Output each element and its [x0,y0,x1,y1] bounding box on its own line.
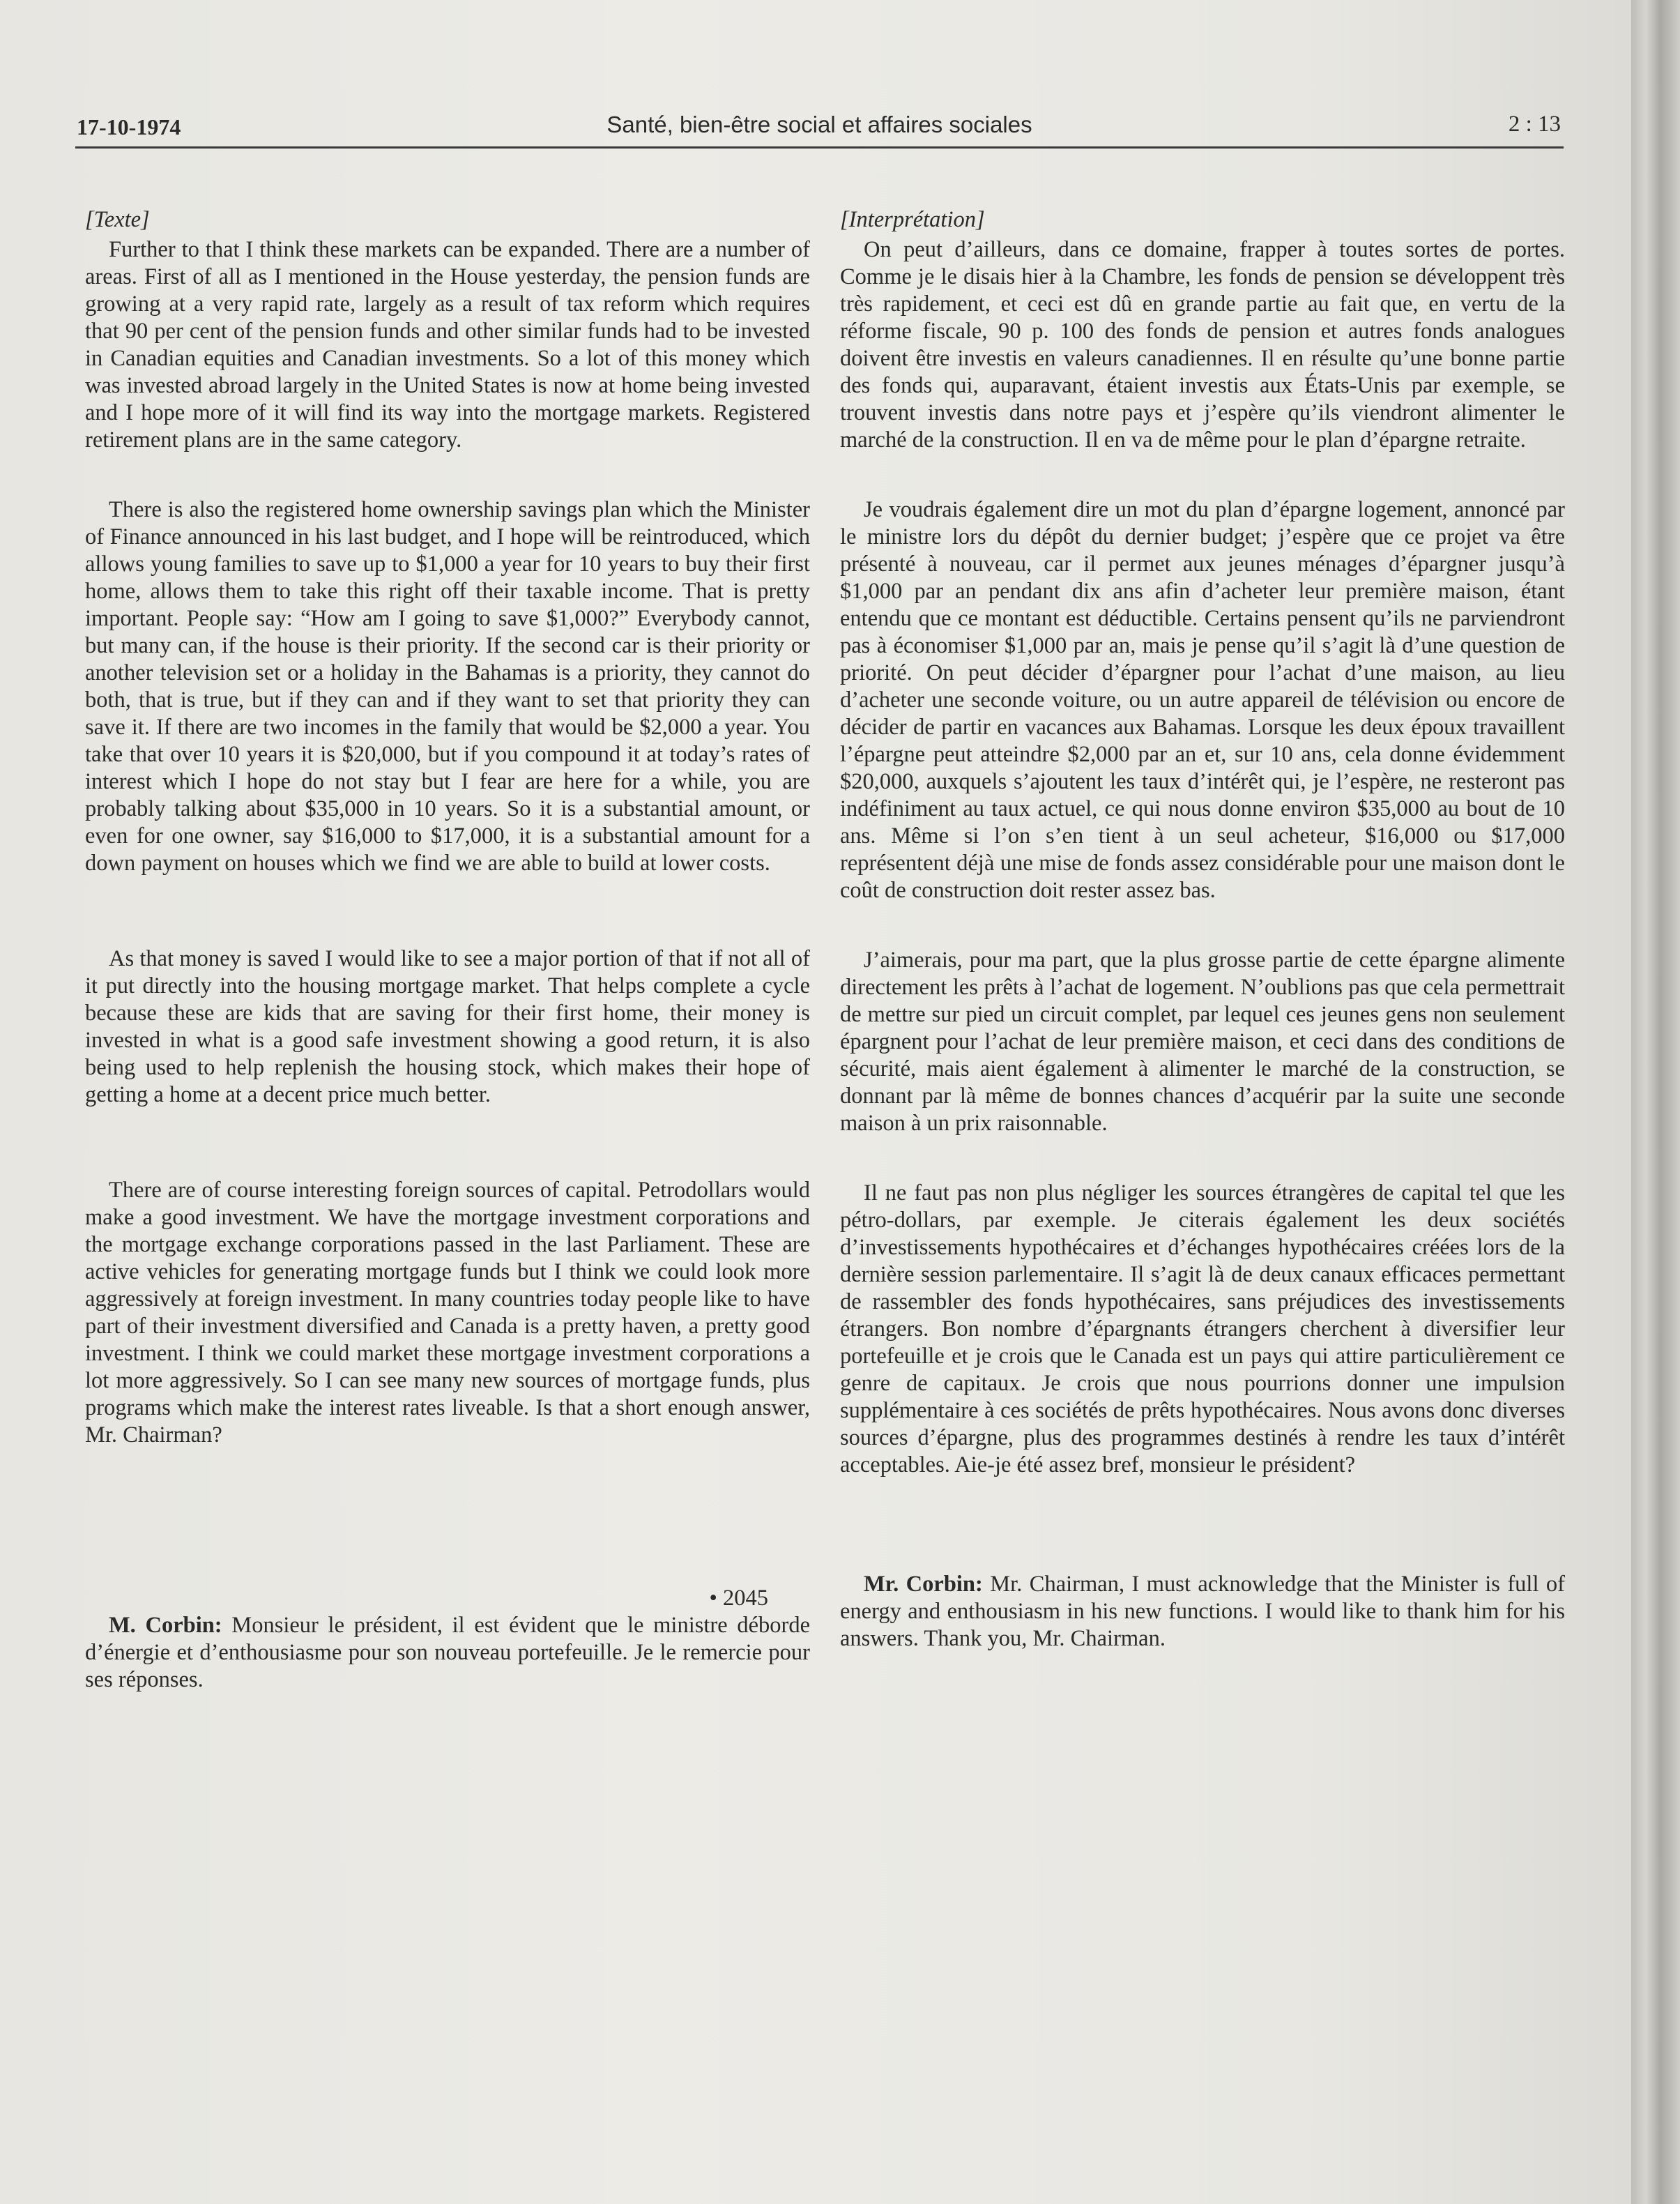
header-title: Santé, bien-être social et affaires sociales [606,112,1032,137]
right-closing-paragraph [840,1571,1565,1652]
left-paragraph-4: There are of course interesting foreign sources of capital. Petrodollars would make a good investment. We have the mortgage investment corporations and the mortgage exchange corporations passed in the last Parliament. These are active vehicles for generating mortgage funds but I think we could look more aggressively at foreign investment. In many countries today people like to have part of their investment diversified and Canada is a pretty haven, a pretty good investment. I think we could market these mortgage investment corporations a lot more aggressively. So I can see many new sources of mortgage funds, plus programs which make the interest rates liveable. Is that a short enough answer, Mr. Chairman? [85,1178,810,1447]
right-paragraph-1: On peut d’ailleurs, dans ce domaine, frapper à toutes sortes de portes. Comme je le disais hier à la Chambre, les fonds de pension se développent très très rapidement, et ceci est dû en grande partie au fait que, en vertu de la réforme fiscale, 90 p. 100 des fonds de pension et autres fonds analogues doivent être investis en valeurs canadiennes. Il en résulte qu’une bonne partie des fonds qui, auparavant, étaient investis aux États-Unis par exemple, se trouvent investis dans notre pays et j’espère qu’ils viendront alimenter le marché de la construction. Il en va de même pour le plan d’épargne retraite. [840,237,1565,453]
right-column-french [840,206,1565,1652]
right-language-label: [Interprétation] [840,207,985,232]
left-closing-text: Monsieur le président, il est évident que le ministre déborde d’énergie et d’enthousiasme pour son nouveau portefeuille. Je le remercie pour ses réponses. [85,1613,810,1692]
header-date: 17-10-1974 [77,114,181,139]
left-paragraph-1: Further to that I think these markets can be expanded. There are a number of areas. First of all as I mentioned in the House yesterday, the pension funds are growing at a very rapid rate, largely as a result of tax reform which requires that 90 per cent of the pension funds and other similar funds had to be invested in Canadian equities and Canadian investments. So a lot of this money which was invested abroad largely in the United States is now at home being invested and I hope more of it will find its way into the mortgage markets. Registered retirement plans are in the same category. [85,237,810,453]
left-column-english [85,206,810,1694]
left-language-label: [Texte] [85,207,150,232]
right-speaker-name: Mr. Corbin: [864,1572,983,1597]
left-speaker-name: M. Corbin: [109,1613,222,1638]
right-closing-text: Mr. Chairman, I must acknowledge that the Minister is full of energy and enthousiasm in his new functions. I would like to thank him for his answers. Thank you, Mr. Chairman. [840,1572,1565,1651]
right-paragraph-2: Je voudrais également dire un mot du plan d’épargne logement, annoncé par le ministre lors du dépôt du dernier budget; j’espère que ce projet va être présenté à nouveau, car il permet aux jeunes ménages d’épargner jusqu’à $1,000 par an pendant dix ans afin d’acheter leur première maison, étant entendu que ce montant est déductible. Certains pensent qu’ils ne parviendront pas à économiser $1,000 par an, mais je pense qu’il s’agit là d’une question de priorité. On peut décider d’épargner pour l’achat d’une maison, au lieu d’acheter une seconde voiture, ou un autre appareil de télévision ou encore de décider de partir en vacances aux Bahamas. Lorsque les deux époux travaillent l’épargne peut atteindre $2,000 par an et, sur 10 ans, cela donne évidemment $20,000, auxquels s’ajoutent les taux d’intérêt qui, je l’espère, ne resteront pas indéfiniment au taux actuel, ce qui nous donne environ $35,000 au bout de 10 ans. Même si l’on s’en tient à un seul acheteur, $16,000 ou $17,000 représentent déjà une mise de fonds assez considérable pour une maison dont le coût de construction doit rester assez bas. [840,497,1565,903]
left-closing-paragraph [85,1612,810,1694]
page-edge [1631,0,1680,2204]
right-paragraph-3: J’aimerais, pour ma part, que la plus grosse partie de cette épargne alimente directement les prêts à l’achat de logement. N’oublions pas que cela permettrait de mettre sur pied un circuit complet, par lequel ces jeunes gens non seulement épargnent pour l’achat de leur première maison, et ceci dans des conditions de sécurité, mais aient également à alimenter le marché de la construction, se donnant par là même de bonnes chances d’acquérir par la suite une seconde maison à un prix raisonnable. [840,948,1565,1136]
header-page-number: 2 : 13 [1508,112,1561,137]
page-header [75,110,1564,149]
time-marker: • 2045 [709,1586,768,1611]
right-paragraph-4: Il ne faut pas non plus négliger les sources étrangères de capital tel que les pétro-dollars, par exemple. Je citerais également les deux sociétés d’investissements hypothécaires et d’échanges hypothécaires créées lors de la dernière session parlementaire. Il s’agit là de deux canaux efficaces permettant de rassembler des fonds hypothécaires, sans préjudices des investissements étrangers. Bon nombre d’épargnants étrangers cherchent à diversifier leur portefeuille et je crois que le Canada est un pays qui attire particulièrement ce genre de capitaux. Je crois que nous pourrions donner une impulsion supplémentaire à ces sociétés de prêts hypothécaires. Nous avons donc diverses sources d’épargne, plus des programmes destinés à rendre les taux d’intérêt acceptables. Aie-je été assez bref, monsieur le président? [840,1180,1565,1477]
left-paragraph-2: There is also the registered home ownership savings plan which the Minister of Finance announced in his last budget, and I hope will be reintroduced, which allows young families to save up to $1,000 a year for 10 years to buy their first home, allows them to take this right off their taxable income. That is pretty important. People say: “How am I going to save $1,000?” Everybody cannot, but many can, if the house is their priority. If the second car is their priority or another television set or a holiday in the Bahamas is a priority, they cannot do both, that is true, but if they can and if they want to set that priority they can save it. If there are two incomes in the family that would be $2,000 a year. You take that over 10 years it is $20,000, but if you compound it at today’s rates of interest which I hope do not stay but I fear are here for a while, you are probably talking about $35,000 in 10 years. So it is a substantial amount, or even for one owner, say $16,000 to $17,000, it is a substantial amount for a down payment on houses which we find we are able to build at lower costs. [85,497,810,876]
left-paragraph-3: As that money is saved I would like to see a major portion of that if not all of it put directly into the housing mortgage market. That helps complete a cycle because these are kids that are saving for their first home, their money is invested in what is a good safe investment showing a good return, it is also being used to help replenish the housing stock, which makes their hope of getting a home at a decent price much better. [85,946,810,1107]
